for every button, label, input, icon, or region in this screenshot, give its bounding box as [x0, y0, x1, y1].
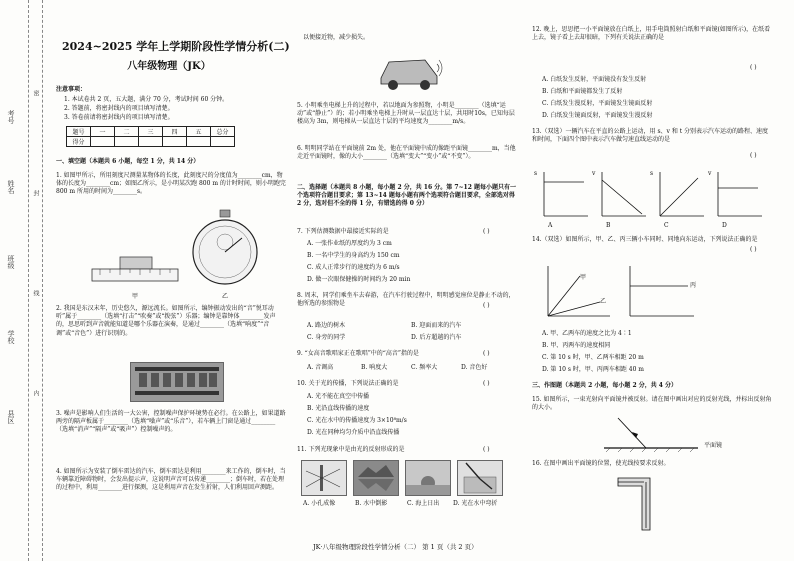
seal-mark: 线 — [32, 290, 39, 296]
bent-pencil-image — [457, 460, 503, 496]
score-header-cell: 二 — [115, 127, 139, 137]
graph-option: B — [606, 222, 611, 229]
section-3-heading: 三、作图题（本题共 2 小题，每小题 2 分，共 4 分） — [532, 382, 678, 389]
question-16: 16. 在图中画出平面镜的位置，使光线按要求反射。 — [532, 460, 670, 467]
note-item: 2. 答题前，将密封线内的项目填写清楚。 — [64, 105, 174, 112]
side-label-school: 学校 — [7, 330, 15, 344]
question-13: 13.（双选）一辆汽车在平直的公路上运动，用 s、v 和 t 分别表示汽车运动的路程、速度和时间，下面四个图中表示汽车做匀速直线运动的是 — [532, 128, 769, 144]
mirror-figure — [598, 414, 708, 454]
side-label-name: 姓名 — [7, 180, 15, 194]
seal-mark: 封 — [32, 190, 39, 196]
series-label-jia: 甲 — [580, 274, 587, 281]
question-10: 10. 关于光的传播，下列说法正确的是 — [297, 380, 399, 387]
q12-option: D. 白纸发生镜面反射，平面镜发生漫反射 — [542, 112, 653, 119]
answer-paren[interactable]: ( ) — [483, 302, 490, 309]
incident-ray — [618, 418, 646, 448]
q8-option: C. 身旁的同学 — [307, 334, 346, 341]
question-11: 11. 下列光现象中是由光的反射形成的是 — [297, 446, 405, 453]
q10-option: D. 光在同种均匀介质中沿直线传播 — [307, 429, 400, 436]
seal-line — [28, 0, 29, 561]
answer-paren[interactable]: ( ) — [750, 64, 757, 71]
graph-a — [544, 172, 588, 216]
axis-label-v: v — [592, 170, 596, 177]
axis-label-v: v — [708, 170, 712, 177]
score-header-cell: 题号 — [67, 127, 91, 137]
column-3 — [528, 0, 790, 561]
note-item: 1. 本试卷共 2 页，五大题，满分 70 分，考试时间 60 分钟。 — [64, 96, 229, 103]
vt-graph — [630, 266, 697, 316]
column-1 — [50, 0, 288, 561]
q12-option: C. 白纸发生漫反射，平面镜发生镜面反射 — [542, 100, 653, 107]
question-15: 15. 如图所示，一束光射向平面镜并被反射。请在图中画出对应的反射光线，并标出反射角的大小。 — [532, 396, 772, 412]
question-4: 4. 如图所示为安装了倒车雷达的汽车，倒车雷达是利用________来工作的，倒车时，当车辆靠近障碍物时，会发出提示声，这说明声音可以传递________；倒车时，若在处理的过程中，利用________进行探测，这是利用声音在发生折射，人们利用回声测距。 — [56, 468, 286, 492]
vehicle-graphs — [540, 262, 700, 324]
mirror-label: 平面镜 — [704, 442, 723, 449]
q8-option: A. 路边的树木 — [307, 322, 346, 329]
question-3: 3. 噪声是影响人们生活的一大公害，控制噪声保护环境势在必行。在公路上，如果道路两旁的隔声板属于________（选填“噪声”或“乐音”），若车辆上门窗是通过________（选填“消声”“隔声”或“吸声”）控制噪声的。 — [56, 410, 286, 434]
q14-option: C. 第 10 s 时，甲、乙两车相距 20 m — [542, 354, 644, 361]
q12-option: B. 白纸和平面镜都发生了反射 — [542, 88, 623, 95]
score-cell[interactable] — [163, 137, 187, 147]
score-cell[interactable] — [91, 137, 115, 147]
section-1-heading: 一、填空题（本题共 6 小题，每空 1 分，共 14 分） — [56, 158, 200, 165]
notes-heading: 注意事项： — [56, 86, 87, 93]
side-label-id: 考号 — [7, 110, 15, 124]
answer-paren[interactable]: ( ) — [750, 246, 757, 253]
answer-paren[interactable]: ( ) — [483, 228, 490, 235]
answer-paren[interactable]: ( ) — [483, 350, 490, 357]
stopwatch-figure — [190, 208, 260, 290]
question-6: 6. 明明同学站在平面镜前 2m 处，他在平面镜中成的像距平面镜________m，当他走近平面镜时，像的大小________（选填“变大”“变小”或“不变”）。 — [297, 145, 516, 161]
score-header-cell: 一 — [91, 127, 115, 137]
q11-option: D. 光在水中弯折 — [453, 500, 498, 507]
series-label-yi: 乙 — [600, 298, 607, 305]
question-5: 5. 小明乘坐电梯上升的过程中，若以地面为参照物，小明是________（选填“运动”或“静止”）的；若小明乘坐电梯上升时从一层直达十层，共用时10s，已知每层楼高为 3m，则电梯从一层直达十层的平均速度为________m/s。 — [297, 102, 515, 126]
page-title: 2024~2025 学年上学期阶段性学情分析(二) — [62, 40, 290, 53]
q14-option: B. 甲、丙两车的速度相同 — [542, 342, 611, 349]
pinhole-image — [301, 460, 347, 496]
side-label-district: 县区 — [7, 410, 15, 424]
figure-label-jia: 甲 — [132, 293, 139, 300]
answer-paren[interactable]: ( ) — [483, 380, 490, 387]
ruler-figure — [90, 255, 180, 295]
q14-option: D. 第 10 s 时，甲、丙两车相距 40 m — [542, 366, 644, 373]
q7-option: A. 一张作业纸的厚度约为 3 cm — [307, 240, 392, 247]
q9-option: B. 响度大 — [361, 364, 388, 371]
q7-option: B. 一名中学生的身高约为 150 cm — [307, 252, 400, 259]
side-label-class: 班级 — [7, 255, 15, 269]
seal-mark: 密 — [32, 90, 39, 96]
question-7: 7. 下列估测数据中最接近实际的是 — [297, 228, 389, 235]
seal-mark: 内 — [32, 390, 39, 396]
measured-block — [120, 257, 152, 269]
question-12: 12. 晚上，思思把一小平面镜放在白纸上，用手电筒照射白纸和平面镜(如图所示)，在纸看上去，镜子看上去却很暗，下列有关说法正确的是 — [532, 26, 771, 42]
question-14: 14.（双选）如图所示，甲、乙、丙三辆小车同时、同地向东运动，下列说法正确的是 — [532, 236, 758, 243]
series-label-bing: 丙 — [690, 282, 697, 289]
question-4-continued: 以便接近物，减少损失。 — [303, 34, 370, 41]
score-cell[interactable] — [187, 137, 211, 147]
sunrise-image — [405, 460, 451, 496]
q7-option: C. 成人正常步行的速度约为 6 m/s — [307, 264, 400, 271]
graph-d — [718, 172, 762, 216]
reflection-image — [353, 460, 399, 496]
q10-option: C. 光在水中的传播速度为 3×10⁸m/s — [307, 417, 407, 424]
stopwatch-button — [220, 210, 230, 217]
q10-option: A. 光不能在真空中传播 — [307, 393, 370, 400]
graph-b — [602, 172, 646, 216]
q14-option: A. 甲、乙两车的速度之比为 4∶1 — [542, 330, 632, 337]
car-figure — [375, 48, 443, 92]
graph-option: D — [722, 222, 727, 229]
graph-option: A — [548, 222, 553, 229]
column-2 — [293, 0, 519, 561]
figure-label-yi: 乙 — [222, 293, 229, 300]
tube — [618, 478, 650, 530]
q12-option: A. 白纸发生反射，平面镜没有发生反射 — [542, 76, 647, 83]
score-header-cell: 总分 — [211, 127, 235, 137]
st-graph — [548, 266, 610, 316]
q11-option: B. 水中倒影 — [355, 500, 388, 507]
cut-line — [42, 0, 43, 561]
score-header-cell: 三 — [139, 127, 163, 137]
score-table — [66, 126, 235, 147]
score-header-cell: 四 — [163, 127, 187, 137]
score-cell[interactable] — [139, 137, 163, 147]
q8-option: B. 迎面而来的汽车 — [411, 322, 462, 329]
answer-paren[interactable]: ( ) — [483, 446, 490, 453]
axis-label-s: s — [534, 170, 538, 177]
score-cell[interactable] — [211, 137, 235, 147]
score-header-cell: 五 — [187, 127, 211, 137]
graph-c — [660, 172, 704, 216]
q11-option: A. 小孔成像 — [303, 500, 336, 507]
graph-option: C — [664, 222, 669, 229]
bianzhong-photo — [130, 362, 224, 402]
section-2-heading: 二、选择题（本题共 8 小题，每小题 2 分，共 16 分。第 7~12 题每小题只有一个选项符合题目要求；第 13~14 题每小题有两个选项符合题目要求，全部选对得 2 分，选对但不全的得 1 分，有错选的得 0 分） — [297, 184, 516, 208]
q10-option: B. 光沿直线传播的速度 — [307, 405, 370, 412]
axis-label-s: s — [650, 170, 654, 177]
q9-option: C. 频率大 — [411, 364, 438, 371]
score-label-cell: 得分 — [67, 137, 91, 147]
question-9: 9. “女高音歌唱家正在歌唱”中的“高音”指的是 — [297, 350, 419, 357]
page-footer: JK·八年级物理阶段性学情分析（二） 第 1 页（共 2 页） — [313, 543, 478, 551]
q9-option: A. 音调高 — [307, 364, 334, 371]
periscope-figure — [614, 472, 684, 536]
q8-option: D. 后方超越的汽车 — [411, 334, 462, 341]
mirror-hatching — [606, 448, 694, 452]
score-cell[interactable] — [115, 137, 139, 147]
q9-option: D. 音色好 — [461, 364, 488, 371]
question-8: 8. 周末，同学们乘坐车去春游，在汽车行驶过程中，明明感觉座位是静止不动的，他所选的参照物是 — [297, 292, 515, 308]
question-1: 1. 如图甲所示，所用刻度尺测量某物体的长度，此刻度尺的分度值为________cm，物体的长度为________cm；如图乙所示，是小明某次跑 800 m 的计时时间，则小明跑完 800 m 所用的时间为________s。 — [56, 172, 286, 196]
answer-paren[interactable]: ( ) — [750, 152, 757, 159]
q7-option: D. 做一次眼保健操的时间约为 20 min — [307, 276, 411, 283]
note-item: 3. 答卷前请将密封线内的项目填写清楚。 — [64, 114, 174, 121]
page-subtitle: 八年级物理（JK） — [127, 61, 211, 72]
question-2: 2. 我国是东汉末年，历史悠久，源远流长。如图所示，编钟振动发出的“音”悦耳动听”属于________（选填“打击”“吹奏”或“拨弦”）乐器；编钟是靠钟体________发声的，思思听到声音就能知道是哪个乐器在演奏，是通过________（选填“响度”“音调”或“音色”）进行识别的。 — [56, 305, 276, 337]
q11-option: C. 海上日出 — [407, 500, 440, 507]
ruler — [92, 269, 178, 281]
